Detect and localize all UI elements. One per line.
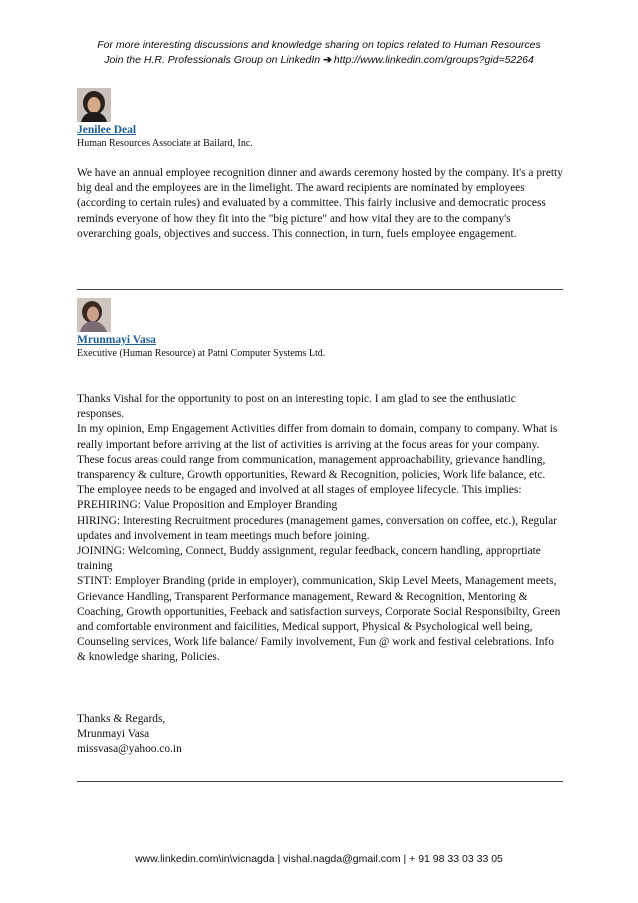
post-jenilee-deal xyxy=(77,88,563,242)
arrow-right-icon: ➔ xyxy=(323,54,332,66)
signoff-line: Mrunmayi Vasa xyxy=(77,727,150,740)
avatar xyxy=(77,298,111,332)
post-body xyxy=(77,392,563,666)
post-paragraph: In my opinion, Emp Engagement Activities differ from domain to domain, company to company. What is really important before arriving at the list of activities is arriving at the focus areas for your company. These focus areas could range from communication, management approachability, grievance handling, transparency & culture, Growth opportunities, Reward & Recognition, policies, Work life balance, etc. xyxy=(77,423,558,482)
divider xyxy=(77,781,563,782)
post-paragraph: STINT: Employer Branding (pride in employer), communication, Skip Level Meets, Management meets, Grievance Handling, Transparent Performance management, Reward & Recognition, Mentoring & Coaching, Growth opportunities, Feeback and satisfaction surveys, Corporate Social Responsibilty, Green and comfortable environment and faicilities, Medical support, Physical & Psychological well being, Counseling services, Work life balance/ Family involvement, Fun @ work and festival celebrations. Info & knowledge sharing, Policies. xyxy=(77,575,561,664)
signoff-email[interactable]: missvasa@yahoo.co.in xyxy=(77,743,182,756)
author-name-link[interactable]: Jenilee Deal xyxy=(77,124,137,136)
divider xyxy=(77,289,563,290)
post-paragraph: The employee needs to be engaged and involved at all stages of employee lifecycle. This implies: xyxy=(77,484,522,497)
post-body xyxy=(77,166,563,242)
post-mrunmayi-vasa xyxy=(77,298,563,757)
author-title: Executive (Human Resource) at Patni Computer Systems Ltd. xyxy=(77,348,326,359)
author-name-link[interactable]: Mrunmayi Vasa xyxy=(77,334,156,346)
page-header xyxy=(0,38,638,68)
header-group-text: Join the H.R. Professionals Group on LinkedIn xyxy=(104,54,321,66)
signoff xyxy=(77,712,563,758)
avatar xyxy=(77,88,111,122)
post-paragraph: Thanks Vishal for the opportunity to post on an interesting topic. I am glad to see the enthusiatic responses. xyxy=(77,393,516,421)
header-line-2 xyxy=(0,53,638,68)
header-line-1: For more interesting discussions and knowledge sharing on topics related to Human Resources xyxy=(97,39,541,51)
post-paragraph: We have an annual employee recognition dinner and awards ceremony hosted by the company. It's a pretty big deal and the employees are in the limelight. The award recipients are nominated by employees (according to certain rules) and evaluated by a committee. This fairly inclusive and democratic process reminds everyone of how they fit into the "big picture" and how vital they are to the company's overarching goals, objectives and success. This connection, in turn, fuels employee engagement. xyxy=(77,167,563,240)
linkedin-group-link[interactable]: http://www.linkedin.com/groups?gid=52264 xyxy=(333,54,534,66)
post-paragraph: HIRING: Interesting Recruitment procedures (management games, conversation on coffee, etc.), Regular updates and involvement in team meetings much before joining. xyxy=(77,514,557,542)
post-paragraph: PREHIRING: Value Proposition and Employer Branding xyxy=(77,499,338,512)
post-paragraph: JOINING: Welcoming, Connect, Buddy assignment, regular feedback, concern handling, approprtiate training xyxy=(77,545,541,573)
author-title: Human Resources Associate at Bailard, Inc. xyxy=(77,138,253,149)
page-footer: www.linkedin.com\in\vicnagda | vishal.nagda@gmail.com | + 91 98 33 03 33 05 xyxy=(135,853,503,865)
signoff-line: Thanks & Regards, xyxy=(77,712,166,725)
